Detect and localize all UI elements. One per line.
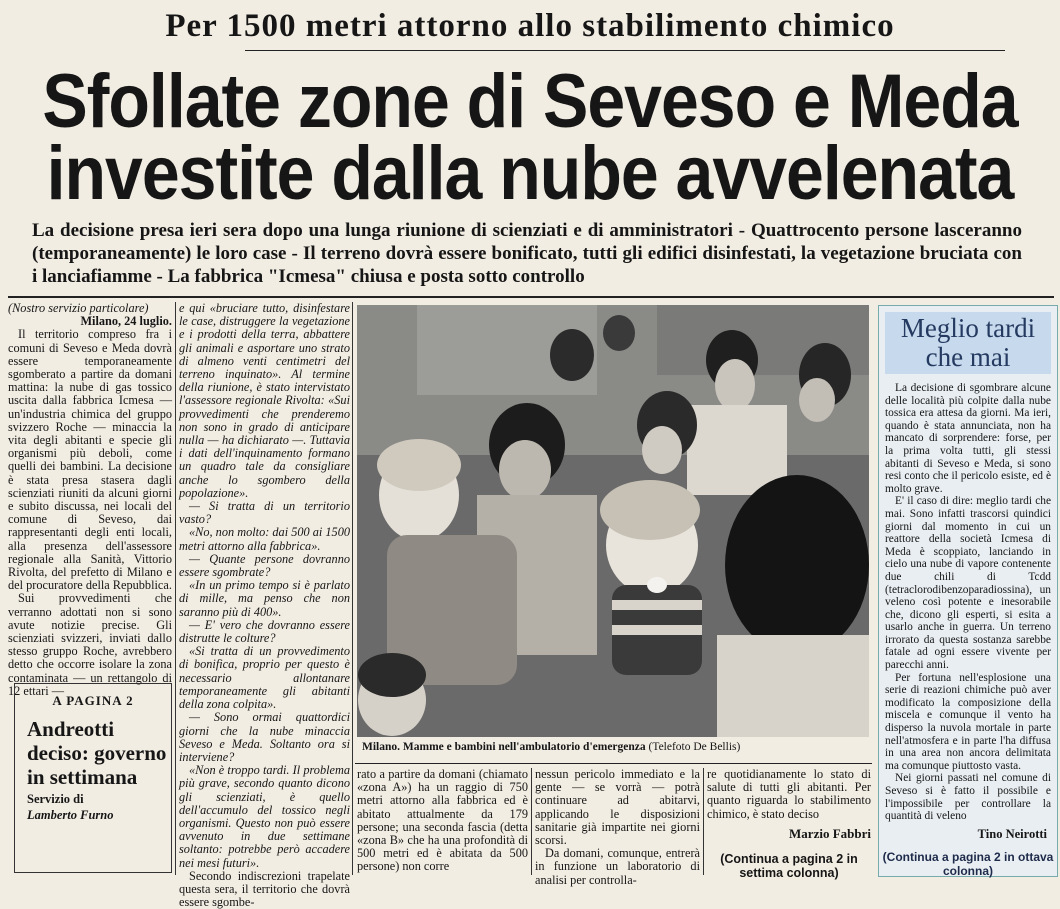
- summary-deck: La decisione presa ieri sera dopo una lunga riunione di scienziati e di amministratori - Quattrocento persone lasceranno (temporaneamente) le loro case - Il terreno dovrà essere bonificato, tutti gli edifici disinfestati, la vegetazione bruciata con i lanciafiamme - La fabbrica "Icmesa" chiusa e posta sotto controllo: [32, 220, 1022, 287]
- paragraph: — Sono ormai quattordici giorni che la nube minaccia Seveso e Meda. Soltanto ora si interviene?: [179, 710, 350, 764]
- photo-illustration: [357, 305, 869, 737]
- article-column-4: [535, 767, 700, 887]
- column-divider: [175, 302, 176, 875]
- paragraph: «Non è troppo tardi. Il problema più grave, secondo quanto dicono gli scienziati, è quello dell'accumulo del tossico negli organismi. Questo non può essere avvenuto in due settimane soltanto: potrebbe però accadere nei mesi futuri».: [179, 763, 350, 870]
- article-column-5: [707, 767, 871, 880]
- box-title: Andreotti deciso: governo in settimana: [27, 717, 167, 789]
- paragraph: «No, non molto: dai 500 ai 1500 metri attorno alla fabbrica».: [179, 525, 350, 553]
- caption-credit: (Telefoto De Bellis): [648, 741, 741, 753]
- kicker-rule: [245, 50, 1005, 51]
- paragraph: «In un primo tempo si è parlato di mille, ma penso che non saranno più di 400».: [179, 578, 350, 619]
- box-author: Lamberto Furno: [27, 808, 114, 822]
- headline-line-2: investite dalla nube avvelenata: [46, 130, 1014, 216]
- paragraph: E' il caso di dire: meglio tardi che mai. Sono infatti trascorsi quindici giorni dal momento in cui un reattore della società Icmesa di Meda è scoppiato, lanciando in cielo una nube di vapore contenente due chili di Tcdd (tetraclorodibenzoparadiossina), un veleno così potente e inesorabile che, dicono gli esperti, si esita a usarlo anche in guerra. Un terreno irrorato da questa sostanza sarebbe fatale ad ogni essere vivente per parecchi anni.: [885, 495, 1051, 672]
- box-label: A PAGINA 2: [52, 693, 134, 708]
- news-photo: [357, 305, 869, 737]
- paragraph: — Si tratta di un territorio vasto?: [179, 499, 350, 527]
- sidebar-text: [879, 382, 1057, 823]
- sidebar-continued-note: (Continua a pagina 2 in ottava colonna): [882, 849, 1054, 878]
- paragraph: «Si tratta di un provvedimento di bonifica, proprio per questo è necessario allontanare temporaneamente gli abitanti della zona colpita».: [179, 644, 350, 712]
- paragraph: nessun pericolo immediato e la gente — se vorrà — potrà continuare ad abitarvi, applicando le disposizioni sanitarie già impartite nei giorni scorsi.: [535, 767, 700, 848]
- continued-note: (Continua a pagina 2 in settima colonna): [720, 851, 858, 880]
- kicker: Per 1500 metri attorno allo stabilimento chimico: [165, 8, 895, 44]
- caption-text: Milano. Mamme e bambini nell'ambulatorio d'emergenza: [362, 741, 646, 753]
- dateline: Milano, 24 luglio.: [80, 314, 172, 329]
- paragraph: — Quante persone dovranno essere sgombrate?: [179, 551, 350, 580]
- article-author: Marzio Fabbri: [789, 825, 871, 841]
- paragraph: Nei giorni passati nel comune di Seveso si è fatto il possibile e l'impossibile per controllare la quantità di veleno: [885, 772, 1051, 823]
- column-divider: [352, 302, 353, 875]
- column-divider: [531, 768, 532, 875]
- column-divider: [703, 768, 704, 875]
- sidebar-title: Meglio tardi che mai: [885, 312, 1051, 374]
- photo-caption: [362, 741, 869, 753]
- paragraph: Per fortuna nell'esplosione una serie di reazioni chimiche può aver modificato la composizione della miscela e comunque il vento ha disperso la nuvola mortale in parte nell'atmosfera e in parte l'ha diffusa in una area non ancora delimitata ma comunque piuttosto vasta.: [885, 671, 1051, 772]
- paragraph: e qui «bruciare tutto, disinfestare le case, distruggere la vegetazione e i prodotti della terra, abbattere gli animali e asportare uno strato di almeno venti centimetri del terreno inquinato». Al termine della riunione, è stato intervistato l'assessore regionale Rivolta: «Sui provvedimenti che prenderemo non sono in grado di anticipare nulla — ha dichiarato —. Tuttavia i dati dell'inquinamento formano un quadro tale da consigliare anche lo sgombero della popolazione».: [179, 301, 350, 500]
- paragraph: Da domani, comunque, entrerà in funzione un laboratorio di analisi per controlla-: [535, 846, 700, 887]
- paragraph: La decisione di sgombrare alcune delle località più colpite dalla nube tossica era attesa da giorni. Ma ieri, quando è stata annunciata, non ha mancato di sorprendere: forse, per la prima volta tutti, gli stessi abitanti di Seveso e Meda, si sono resi conto che il pericolo esiste, ed è molto grave.: [885, 382, 1051, 495]
- headline-line-1: Sfollate zone di Seveso e Meda: [42, 58, 1018, 144]
- caption-rule: [355, 763, 872, 764]
- cross-reference-box: [14, 683, 172, 873]
- editorial-sidebar: [878, 305, 1058, 877]
- paragraph: Sui provvedimenti che verranno adottati non si sono avute notizie precise. Gli scienziati svizzeri, inviati dallo stesso gruppo Roche, avrebbero detto che occorre isolare la zona contaminata — un rettangolo di 12 ettari —: [8, 591, 172, 698]
- sidebar-author: Tino Neirotti: [977, 826, 1047, 841]
- paragraph: — E' vero che dovranno essere distrutte le colture?: [179, 617, 350, 646]
- box-service: Servizio di: [27, 792, 84, 806]
- article-column-3: rato a partire da domani (chiamato «zona A») ha un raggio di 750 metri attorno alla fabbrica ed è abitato attualmente da 179 persone; una seconda fascia (detta «zona B» che ha una profondità di 500 metri ed è abitata da 500 persone) non corre: [357, 767, 528, 874]
- service-note: (Nostro servizio particolare): [8, 301, 149, 315]
- paragraph: Secondo indiscrezioni trapelate questa sera, il territorio che dovrà essere sgombe-: [179, 868, 350, 909]
- paragraph: re quotidianamente lo stato di salute di tutti gli abitanti. Per quanto riguarda lo stabilimento chimico, è stato deciso: [707, 767, 871, 821]
- paragraph: Il territorio compreso fra i comuni di Seveso e Meda dovrà essere temporaneamente sgomberato a partire da domani mattina: la nube di gas tossico uscita dalla fabbrica Icmesa — un'industria chimica del gruppo svizzero Roche — minaccia la vita degli abitanti e specie gli organismi più deboli, come quelli dei bambini. La decisione è stata presa stasera dagli scienziati riuniti da alcuni giorni e subito discussa, nei locali del comune di Seveso, dai rappresentanti degli enti locali, alla presenza dell'assessore regionale alla Sanità, Vittorio Rivolta, del prefetto di Milano e del procuratore della Repubblica.: [8, 327, 172, 593]
- article-column-1: [8, 301, 172, 698]
- article-column-2: [179, 301, 350, 909]
- summary-rule: [8, 296, 1054, 298]
